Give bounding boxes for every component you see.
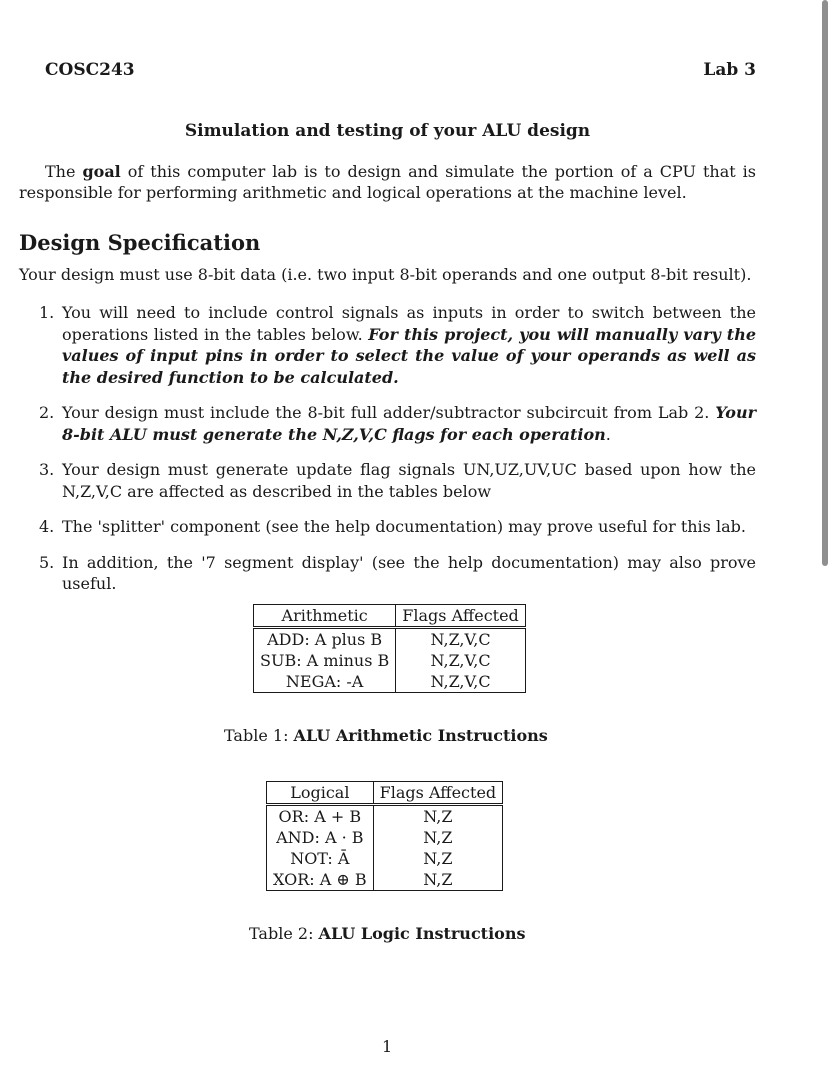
table-row [254,650,526,671]
scrollbar[interactable] [822,0,828,566]
table-cell: N,Z [373,827,503,848]
spec-text: Your design must use 8-bit data (i.e. two input 8-bit operands and one output 8-bit result). [19,265,752,284]
table-row [267,848,503,869]
list-item [39,402,756,445]
course-code: COSC243 [45,60,135,80]
caption-title: ALU Arithmetic Instructions [293,726,548,745]
list-item [39,302,756,388]
table-cell: NEGA: -A [254,671,396,693]
table-row [254,628,526,651]
table-cell: N,Z,V,C [396,628,526,651]
table-cell: AND: A · B [267,827,374,848]
list-text: The 'splitter' component (see the help documentation) may prove useful for this lab. [62,517,746,536]
table-row [267,805,503,828]
table-header: Flags Affected [373,782,503,805]
caption-label: Table 2: [249,924,319,943]
section-heading: Design Specification [19,230,261,255]
table-row [267,869,503,891]
table2-caption [249,924,525,943]
table-cell: SUB: A minus B [254,650,396,671]
caption-label: Table 1: [224,726,294,745]
caption-title: ALU Logic Instructions [318,924,526,943]
table-cell: N,Z [373,869,503,891]
table-cell: XOR: A ⊕ B [267,869,374,891]
list-text: Your design must generate update flag signals UN,UZ,UV,UC based upon how the N,Z,V,C are affected as described in the tables below [62,460,756,501]
list-number: 5. [39,552,55,572]
table-cell: N,Z [373,805,503,828]
document-title: Simulation and testing of your ALU design [184,121,591,141]
intro-bold: goal [82,162,121,181]
table-cell: N,Z,V,C [396,650,526,671]
list-item [39,516,756,538]
requirements-list [39,302,756,609]
table-header: Flags Affected [396,605,526,628]
table1-caption [224,726,548,745]
table-cell: OR: A + B [267,805,374,828]
intro-post: of this computer lab is to design and simulate the portion of a CPU that is responsible for performing arithmetic and logical operations at the machine level. [19,162,757,202]
page-number: 1 [382,1037,393,1056]
intro-pre: The [45,162,83,181]
list-number: 2. [39,403,55,422]
list-item [39,552,756,595]
table-row [254,671,526,693]
lab-number: Lab 3 [703,60,756,80]
list-item [39,459,756,502]
table-cell: NOT: Ā [267,848,374,869]
table-header: Logical [267,782,374,805]
list-emphasis: Your 8-bit ALU must generate the N,Z,V,C flags for each operation [62,403,756,444]
intro-paragraph [19,161,756,203]
logic-table [266,781,503,891]
list-number: 4. [39,517,55,536]
list-text: Your design must include the 8-bit full adder/subtractor subcircuit from Lab 2. [62,403,716,422]
table-cell: N,Z [373,848,503,869]
list-text: You will need to include control signals as inputs in order to switch between the operations listed in the tables below. [62,303,756,344]
table-header: Arithmetic [254,605,396,628]
table-row [267,827,503,848]
table-cell: ADD: A plus B [254,628,396,651]
list-number: 1. [39,303,55,322]
table-cell: N,Z,V,C [396,671,526,693]
arithmetic-table [253,604,526,693]
list-emphasis: For this project, you will manually vary the values of input pins in order to select the value of your operands as well as the desired function to be calculated. [62,324,757,387]
list-text: In addition, the '7 segment display' (see the help documentation) may also prove useful. [62,552,756,593]
list-number: 3. [39,460,55,479]
list-tail: . [605,424,611,444]
